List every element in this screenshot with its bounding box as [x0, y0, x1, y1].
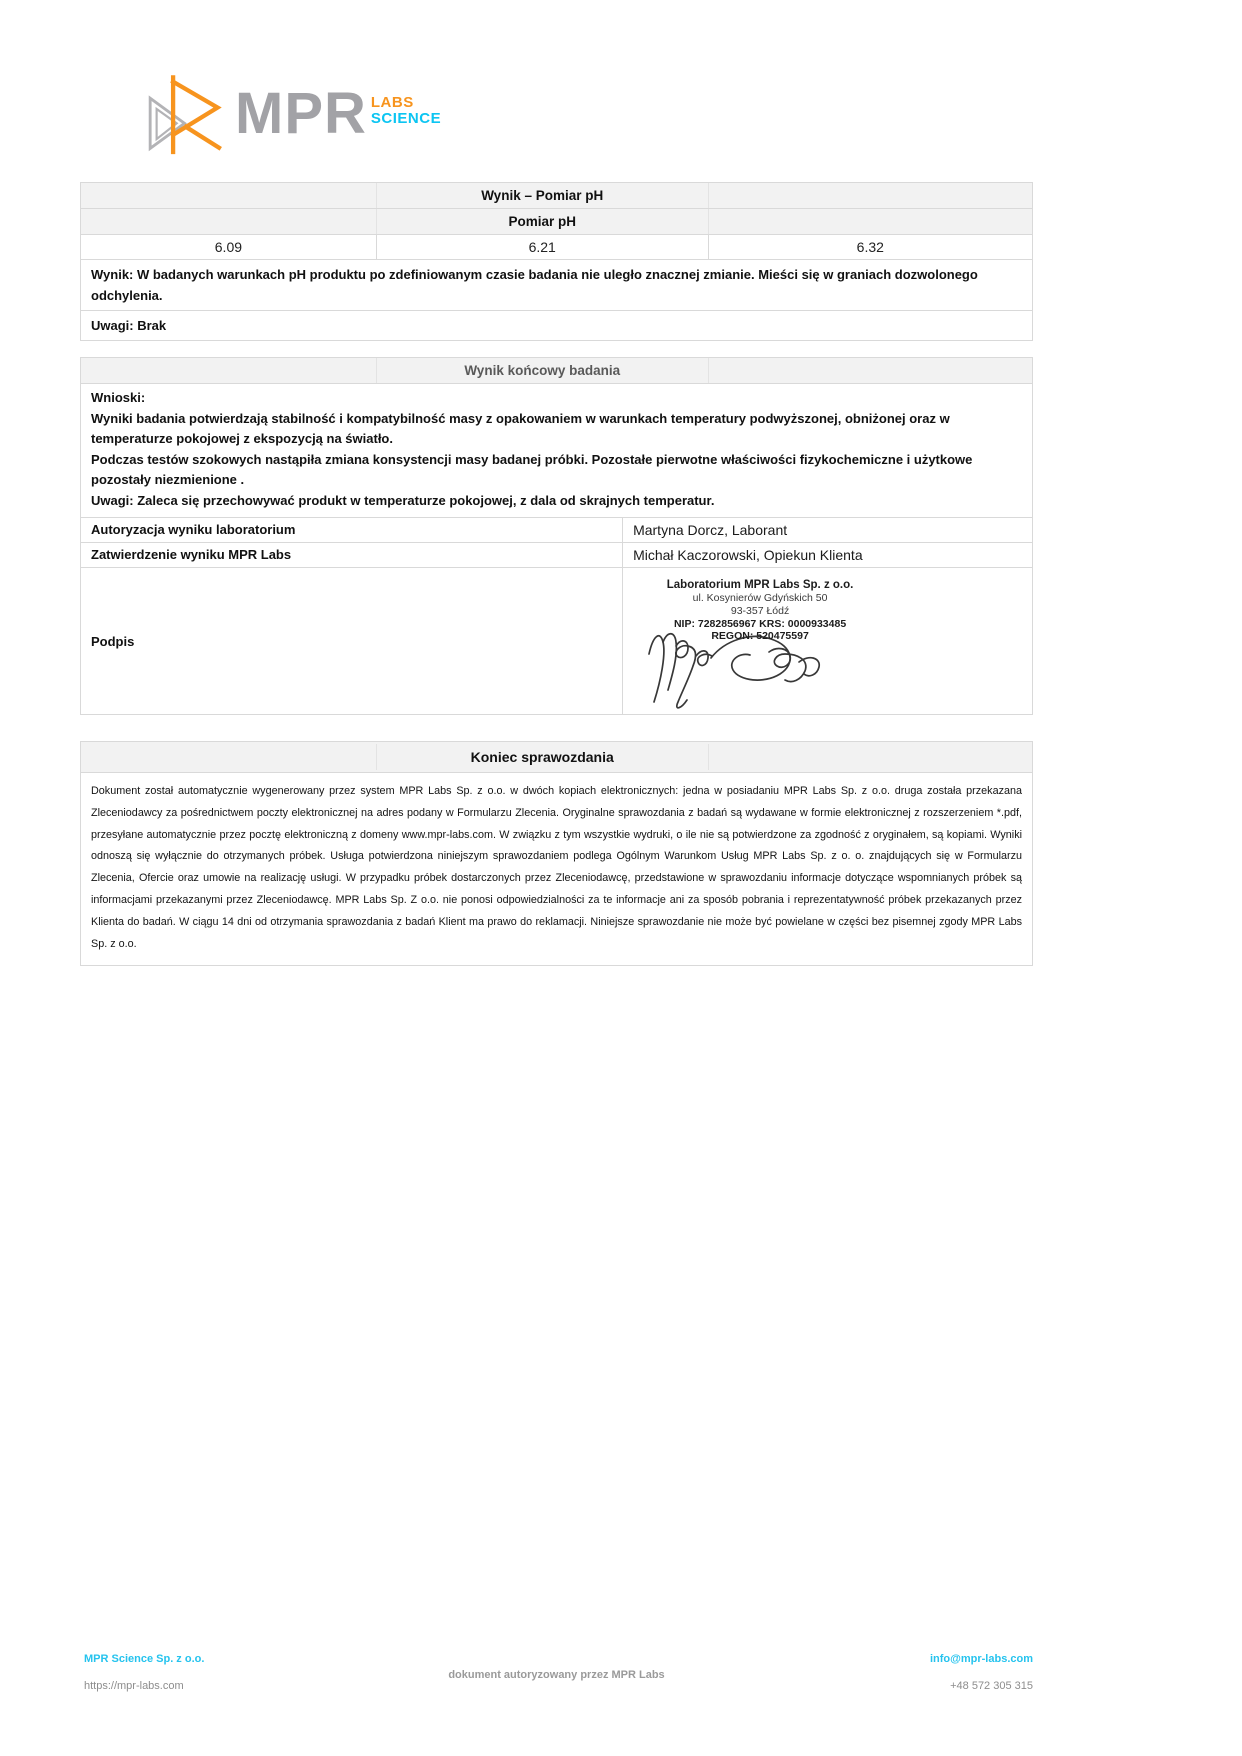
- authorization-value: Martyna Dorcz, Laborant: [633, 522, 788, 538]
- footer-company-link[interactable]: MPR Science Sp. z o.o.: [84, 1653, 205, 1665]
- signature-label: Podpis: [81, 568, 623, 714]
- conclusion-line-1: Wyniki badania potwierdzają stabilność i kompatybilność masy z opakowaniem w warunkach temperatury podwyższonej, obniżonej oraz w temperaturze pokojowej z ekspozycją na światło.: [91, 410, 950, 446]
- ph-values-row: [81, 235, 1032, 260]
- ph-value-3: 6.32: [856, 239, 884, 255]
- conclusion-line-3: Uwagi: Zaleca się przechowywać produkt w temperaturze pokojowej, z dala od skrajnych temperatur.: [91, 492, 715, 508]
- end-section-title-row: [81, 742, 1032, 773]
- stamp-regon: REGON: 520475597: [711, 630, 809, 643]
- footer-website[interactable]: https://mpr-labs.com: [84, 1680, 184, 1692]
- stamp-company-name: Laboratorium MPR Labs Sp. z o.o.: [666, 579, 854, 591]
- authorization-label: Autoryzacja wyniku laboratorium: [81, 518, 623, 542]
- final-result-table: [80, 357, 1033, 715]
- footer-email-link[interactable]: info@mpr-labs.com: [929, 1653, 1033, 1665]
- conclusion-line-2: Podczas testów szokowych nastąpiła zmiana konsystencji masy badanej próbki. Pozostałe pierwotne właściwości fizykochemiczne i użytkowe pozostały niezmienione .: [91, 451, 973, 487]
- ph-remarks-text: Uwagi: Brak: [91, 318, 167, 333]
- ph-value-1: 6.09: [214, 239, 243, 255]
- footer-phone: +48 572 305 315: [950, 1680, 1033, 1692]
- ph-results-table: [80, 182, 1033, 341]
- page-footer: [80, 1653, 1033, 1703]
- ph-value-2: 6.21: [376, 235, 709, 259]
- ph-table-subtitle: Pomiar pH: [376, 209, 709, 234]
- stamp-street: ul. Kosynierów Gdyńskich 50: [692, 592, 828, 605]
- handwritten-signature: [641, 614, 841, 709]
- ph-table-subtitle-row: [81, 209, 1032, 235]
- approval-value: Michał Kaczorowski, Opiekun Klienta: [633, 547, 863, 563]
- final-result-title: Wynik końcowy badania: [376, 358, 709, 383]
- conclusions-label: Wnioski:: [91, 390, 146, 405]
- mpr-labs-logo: [143, 72, 441, 156]
- stamp-city: 93-357 Łódź: [730, 604, 790, 617]
- conclusions-block: [81, 384, 1032, 518]
- logo-science-text: SCIENCE: [370, 109, 442, 127]
- end-of-report-section: [80, 741, 1033, 966]
- logo-brand-text: MPR: [235, 81, 367, 146]
- ph-table-title-row: [81, 183, 1032, 209]
- stamp-nip-krs: NIP: 7282856967 KRS: 0000933485: [673, 617, 847, 630]
- mpr-logo-icon: [143, 72, 229, 156]
- authorization-row: [81, 518, 1032, 543]
- final-result-title-row: [81, 358, 1032, 384]
- signature-stamp-cell: [623, 568, 1032, 714]
- legal-disclaimer-text: Dokument został automatycznie wygenerowany przez system MPR Labs Sp. z o.o. w dwóch kopiach elektronicznych: jedna w posiadaniu MPR Labs Sp. z o.o. druga została przekazana Zleceniodawcy za pośrednictwem poczty elektronicznej na adres podany w Formularzu Zlecenia. Oryginalne sprawozdania z badań są wydawane w formie elektronicznej z rozszerzeniem *.pdf, przesyłane automatycznie przez pocztę elektroniczną z domeny www.mpr-labs.com. W związku z tym wszystkie wydruki, o ile nie są potwierdzone za zgodność z oryginałem, są kopiami. Wyniki odnoszą się wyłącznie do otrzymanych próbek. Usługa potwierdzona niniejszym sprawozdaniem podlega Ogólnym Warunkom Usług MPR Labs Sp. z o. o. znajdujących się w Formularzu Zlecenia, Ofercie oraz umowie na realizację usługi. W przypadku próbek dostarczonych przez Zleceniodawcę, przedstawione w sprawozdaniu informacje dotyczące wspomnianych próbek są informacjami przekazanymi przez Zleceniodawcę. MPR Labs Sp. Z o.o. nie ponosi odpowiedzialności za te informacje ani za sposób pobrania i reprezentatywność próbek przekazanych przez Klienta do badań. W ciągu 14 dni od otrzymania sprawozdania z badań Klient ma prawo do reklamacji. Niniejsze sprawozdanie nie może być powielane w części bez pisemnej zgody MPR Labs Sp. z o.o.: [91, 785, 1022, 950]
- logo-labs-text: LABS: [370, 93, 414, 111]
- ph-table-title: Wynik – Pomiar pH: [376, 183, 709, 208]
- approval-row: [81, 543, 1032, 568]
- end-section-title: Koniec sprawozdania: [376, 744, 709, 770]
- footer-authorization-note: dokument autoryzowany przez MPR Labs: [448, 1669, 665, 1681]
- approval-label: Zatwierdzenie wyniku MPR Labs: [81, 543, 623, 567]
- signature-row: [81, 568, 1032, 714]
- ph-result-text: Wynik: W badanych warunkach pH produktu po zdefiniowanym czasie badania nie uległo znacznej zmianie. Mieści się w graniach dozwolonego odchylenia.: [81, 260, 1032, 311]
